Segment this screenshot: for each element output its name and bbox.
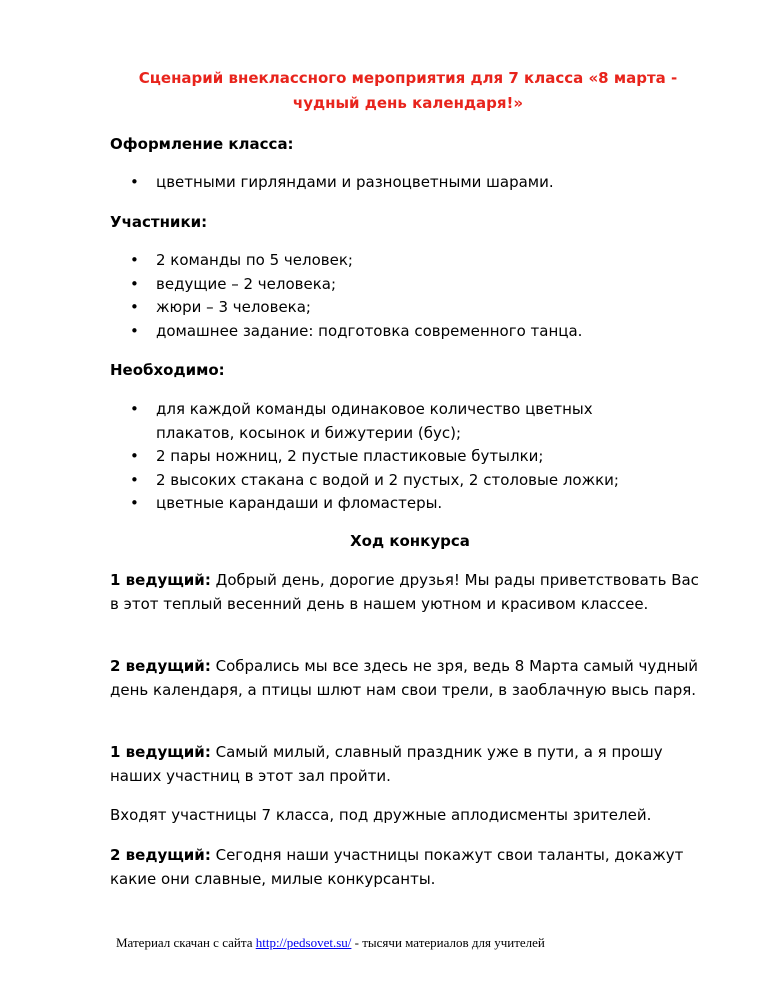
speaker-label: 1 ведущий: bbox=[110, 571, 211, 589]
list-item: • 2 высоких стакана с водой и 2 пустых, 2 столовые ложки; bbox=[110, 469, 670, 493]
bullet-icon: • bbox=[130, 321, 139, 340]
paragraph bbox=[110, 568, 710, 616]
list-item: • для каждой команды одинаковое количество цветных плакатов, косынок и бижутерии (бус); bbox=[130, 400, 593, 442]
decoration-list bbox=[110, 171, 710, 195]
decoration-heading: Оформление класса: bbox=[110, 135, 294, 153]
footer-suffix: - тысячи материалов для учителей bbox=[351, 935, 545, 950]
speaker-label: 2 ведущий: bbox=[110, 846, 211, 864]
paragraph bbox=[110, 843, 710, 891]
contest-heading: Ход конкурса bbox=[350, 532, 470, 550]
paragraph bbox=[110, 654, 710, 702]
required-heading: Необходимо: bbox=[110, 361, 225, 379]
list-item: • цветными гирляндами и разноцветными шарами. bbox=[110, 171, 710, 195]
speaker-label: 1 ведущий: bbox=[110, 743, 211, 761]
speaker-label: 2 ведущий: bbox=[110, 657, 211, 675]
required-list bbox=[110, 398, 670, 516]
paragraph-text: Добрый день, дорогие друзья! Мы рады приветствовать Вас в этот теплый весенний день в нашем уютном и красивом классее. bbox=[110, 571, 699, 613]
list-item: • цветные карандаши и фломастеры. bbox=[110, 492, 670, 516]
list-item: • 2 пары ножниц, 2 пустые пластиковые бутылки; bbox=[110, 445, 670, 469]
paragraph-text: Собрались мы все здесь не зря, ведь 8 Марта самый чудный день календаря, а птицы шлют нам свои трели, в заоблачную высь паря. bbox=[110, 657, 699, 699]
title-line-2: чудный день календаря!» bbox=[292, 94, 524, 112]
page-footer bbox=[116, 935, 545, 951]
paragraph bbox=[110, 803, 710, 827]
bullet-icon: • bbox=[130, 470, 139, 489]
bullet-icon: • bbox=[130, 298, 139, 316]
paragraph-text: Входят участницы 7 класса, под дружные аплодисменты зрителей. bbox=[110, 806, 652, 824]
paragraph bbox=[110, 740, 710, 788]
bullet-icon: • bbox=[130, 400, 139, 418]
list-item: • жюри – 3 человека; bbox=[110, 296, 710, 320]
title-line-1: Сценарий внеклассного мероприятия для 7 класса «8 марта - bbox=[138, 69, 678, 87]
list-item: • домашнее задание: подготовка современного танца. bbox=[110, 320, 710, 344]
bullet-icon: • bbox=[130, 447, 139, 465]
footer-prefix: Материал скачан с сайта bbox=[116, 935, 256, 950]
bullet-icon: • bbox=[130, 494, 139, 512]
participants-heading: Участники: bbox=[110, 213, 208, 231]
list-item: • 2 команды по 5 человек; bbox=[110, 249, 710, 273]
paragraph-text: Сегодня наши участницы покажут свои таланты, докажут какие они славные, милые конкурсанты. bbox=[110, 846, 684, 888]
paragraph-text: Самый милый, славный праздник уже в пути, а я прошу наших участниц в этот зал пройти. bbox=[110, 743, 663, 785]
bullet-icon: • bbox=[130, 274, 139, 293]
bullet-icon: • bbox=[130, 251, 139, 269]
document-title bbox=[110, 66, 706, 116]
participants-list bbox=[110, 249, 710, 343]
list-item: • ведущие – 2 человека; bbox=[110, 273, 710, 297]
bullet-icon: • bbox=[130, 173, 139, 191]
footer-link[interactable]: http://pedsovet.su/ bbox=[255, 935, 352, 950]
